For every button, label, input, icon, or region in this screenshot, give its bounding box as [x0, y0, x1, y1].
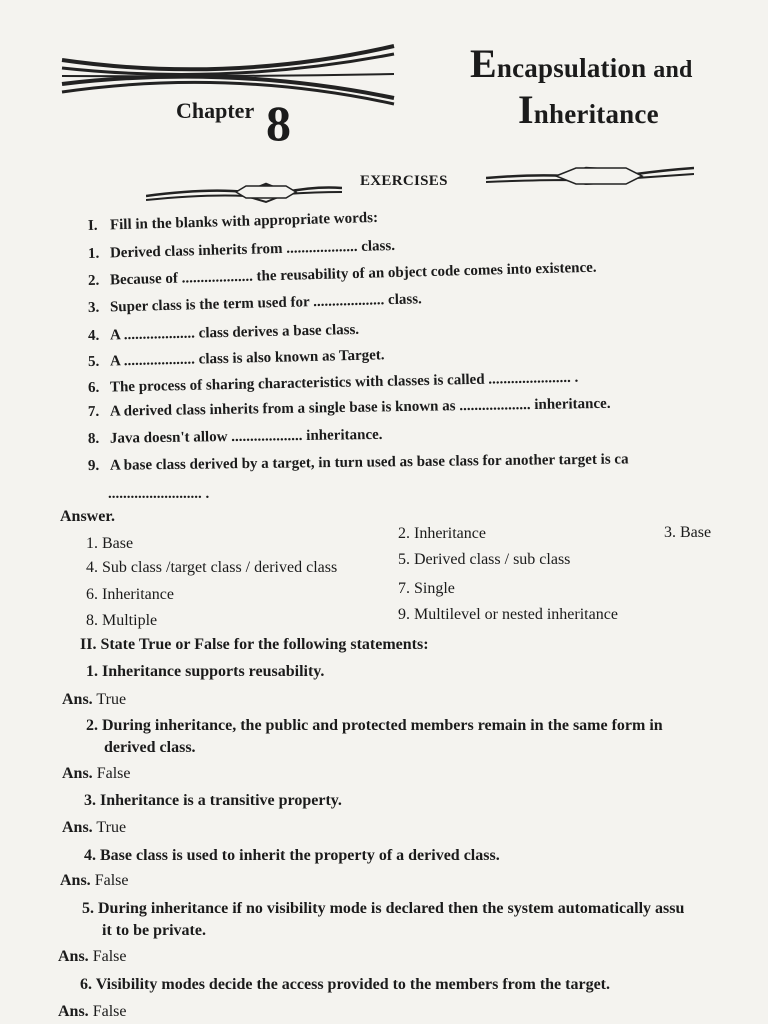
answer-item: 4. Sub class /target class / derived class: [86, 559, 338, 576]
answer-item: 5. Derived class / sub class: [398, 551, 571, 568]
section1-heading: I. Fill in the blanks with appropriate words:: [87, 209, 379, 234]
question-item: 1. Inheritance supports reusability.: [86, 663, 325, 680]
answer-item: 6. Inheritance: [86, 586, 174, 603]
list-item: 1. Derived class inherits from ................... class.: [87, 237, 396, 262]
answer-line: Ans. False: [58, 1003, 127, 1020]
list-item-continuation: ......................... .: [108, 486, 210, 502]
answer-item: 8. Multiple: [86, 612, 158, 629]
question-item: 5. During inheritance if no visibility mode is declared then the system automatically assu: [82, 900, 685, 917]
list-item: 2. Because of ................... the reusability of an object code comes into existence.: [87, 259, 597, 289]
list-item: 5. A ................... class is also known as Target.: [87, 347, 385, 370]
answer-line: Ans. True: [62, 691, 127, 708]
answer-line: Ans. True: [62, 819, 127, 836]
list-item: 6. The process of sharing characteristics with classes is called ...................... .: [87, 369, 579, 396]
list-item: 9. A base class derived by a target, in turn used as base class for another target is ca: [87, 451, 629, 474]
question-item: 4. Base class is used to inherit the property of a derived class.: [84, 847, 500, 864]
list-item: 7. A derived class inherits from a single base is known as ................... inheritance.: [87, 395, 611, 420]
question-item: 6. Visibility modes decide the access provided to the members from the target.: [80, 976, 610, 993]
chapter-word: Chapter: [176, 98, 255, 123]
question-item-continuation: it to be private.: [102, 922, 206, 939]
chapter-title-line2: Inheritance: [518, 87, 659, 132]
chapter-label: [176, 98, 254, 124]
question-item: 2. During inheritance, the public and protected members remain in the same form in: [86, 717, 663, 734]
list-item: 8. Java doesn't allow ................... inheritance.: [87, 426, 383, 447]
answer-line: Ans. False: [58, 948, 127, 965]
answer-item: 2. Inheritance: [398, 525, 486, 542]
exercises-heading: EXERCISES: [360, 173, 448, 189]
answer-label: Answer.: [60, 508, 115, 525]
chapter-number: 8: [266, 95, 291, 151]
answer-item: 7. Single: [398, 580, 455, 597]
answer-item: 3. Base: [664, 524, 712, 541]
list-item: 3. Super class is the term used for ................... class.: [87, 291, 423, 316]
decorative-swoosh: [58, 40, 398, 106]
answer-item: 9. Multilevel or nested inheritance: [398, 606, 618, 623]
question-item-continuation: derived class.: [104, 739, 196, 756]
answer-line: Ans. False: [62, 765, 131, 782]
decorative-divider-right: [486, 160, 694, 190]
question-item: 3. Inheritance is a transitive property.: [84, 792, 342, 809]
section2-heading: II. State True or False for the following statements:: [80, 636, 429, 653]
list-item: 4. A ................... class derives a base class.: [87, 321, 360, 344]
answer-line: Ans. False: [60, 872, 129, 889]
answer-item: 1. Base: [86, 535, 134, 552]
chapter-title-line1: Encapsulation and: [470, 41, 693, 86]
decorative-divider-left: [146, 178, 342, 206]
